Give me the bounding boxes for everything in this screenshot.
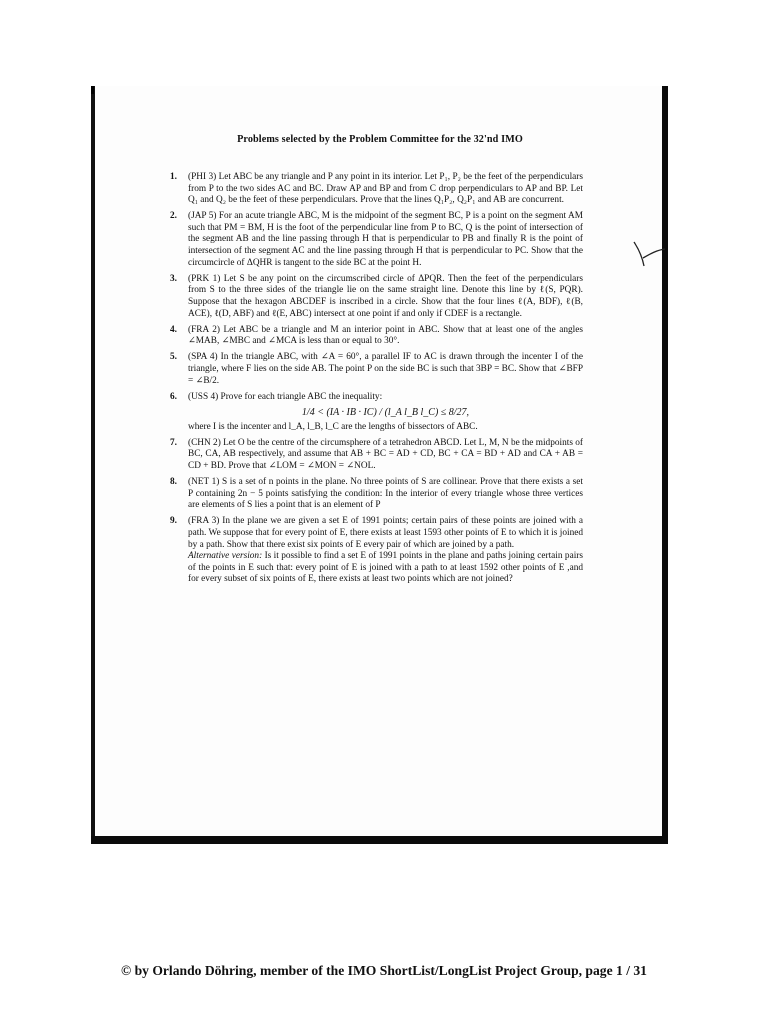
- problem-text: (FRA 2) Let ABC be a triangle and M an interior point in ABC. Show that at least one of the angles ∠MAB, ∠MBC and ∠MCA is less than or equal to 30°.: [188, 324, 583, 347]
- problem-number: 2.: [170, 211, 177, 222]
- problem-number: 1.: [170, 172, 177, 182]
- problem-number: 3.: [170, 273, 177, 284]
- problem-3: [170, 274, 583, 320]
- problem-text: (SPA 4) In the triangle ABC, with ∠A = 60°, a parallel IF to AC is drawn through the incenter I of the triangle, where F lies on the side AB. The point P on the side BC is such that 3BP = BC. Show that ∠BFP = ∠B/2.: [188, 352, 583, 386]
- problem-text: (FRA 3) In the plane we are given a set E of 1991 points; certain pairs of these points are joined with a path. We suppose that for every point of E, there exists at least 1593 other points of E to which it is joined by a path. Show that there exist six points of E every pair of which are joined by a path.: [188, 516, 583, 550]
- problem-8: [170, 477, 583, 512]
- problem-number: 7.: [170, 437, 177, 448]
- problem-text: (CHN 2) Let O be the centre of the circumsphere of a tetrahedron ABCD. Let L, M, N be the midpoints of BC, CA, AB respectively, and assume that AB + BC = AD + CD, BC + CA = BD + AD and CA + AB = CD + BD. Prove that ∠LOM = ∠MON = ∠NOL.: [188, 437, 584, 472]
- alternative-text: Is it possible to find a set E of 1991 points in the plane and paths joining certain pairs of the points in E such that: every point of E is joined with a path to at least 1592 other points of E ,and for every subset of six points of E, there exists at least two points which are not joined?: [188, 551, 583, 585]
- scan-mark: [91, 86, 94, 94]
- page-footer: © by Orlando Döhring, member of the IMO ShortList/LongList Project Group, page 1 / 31: [121, 963, 647, 978]
- problem-6: [170, 392, 583, 434]
- problem-number: 4.: [170, 324, 177, 335]
- problem-4: [170, 325, 583, 348]
- problem-text-continued: where I is the incenter and l_A, l_B, l_C are the lengths of bissectors of ABC.: [188, 421, 478, 432]
- problem-number: 8.: [170, 477, 177, 488]
- scan-bottom-edge: [91, 836, 668, 844]
- handwritten-tick-mark: [630, 240, 666, 268]
- problem-text: (PHI 3) Let ABC be any triangle and P any point in its interior. Let P₁, P₂ be the feet of the perpendiculars from P to the two sides AC and BC. Draw AP and BP and from C drop perpendiculars to AP and BP. Let Q₁ and Q₂ be the feet of these perpendiculars. Prove that the lines Q₁P₂, Q₂P₁ and AB are concurrent.: [188, 172, 583, 206]
- alternative-label: Alternative version:: [188, 551, 263, 562]
- problem-number: 9.: [170, 516, 177, 527]
- problem-7: [170, 438, 583, 473]
- problem-1: [170, 172, 583, 207]
- problem-number: 5.: [170, 352, 177, 363]
- document-title: Problems selected by the Problem Committee for the 32'nd IMO: [237, 134, 523, 145]
- problem-text: (NET 1) S is a set of n points in the plane. No three points of S are collinear. Prove that there exists a set P containing 2n − 5 points satisfying the condition: In the interior of every triangle whose three vertices are elements of S lies a point that is an element of P: [188, 477, 583, 511]
- problem-5: [170, 352, 583, 387]
- problem-9: [170, 516, 583, 586]
- scan-right-edge: [662, 86, 668, 844]
- problem-2: [170, 211, 583, 269]
- inequality-formula: 1/4 < (IA · IB · IC) / (l_A l_B l_C) ≤ 8/27,: [301, 407, 470, 419]
- problem-text: (JAP 5) For an acute triangle ABC, M is the midpoint of the segment BC, P is a point on the segment AM such that PM = BM, H is the foot of the perpendicular line from P to BC, Q is the point of intersection of the segment AB and the line passing through H that is perpendicular to PB and finally R is the point of intersection of the segment AC and the line passing through H that is perpendicular to PC. Show that the circumcircle of ΔQHR is tangent to the side BC at the point H.: [188, 211, 583, 268]
- scanned-page: [95, 86, 662, 836]
- alternative-version: [188, 551, 583, 586]
- problem-text: (USS 4) Prove for each triangle ABC the inequality:: [188, 391, 383, 402]
- problem-text: (PRK 1) Let S be any point on the circumscribed circle of ΔPQR. Then the feet of the perpendiculars from S to the three sides of the triangle lie on the same straight line. Denote this line by ℓ(S, PQR). Suppose that the hexagon ABCDEF is inscribed in a circle. Show that the four lines ℓ(A, BDF), ℓ(B, ACE), ℓ(D, ABF) and ℓ(E, ABC) intersect at one point if and only if CDEF is a rectangle.: [188, 273, 583, 319]
- problem-list: [170, 172, 583, 591]
- problem-number: 6.: [170, 391, 177, 402]
